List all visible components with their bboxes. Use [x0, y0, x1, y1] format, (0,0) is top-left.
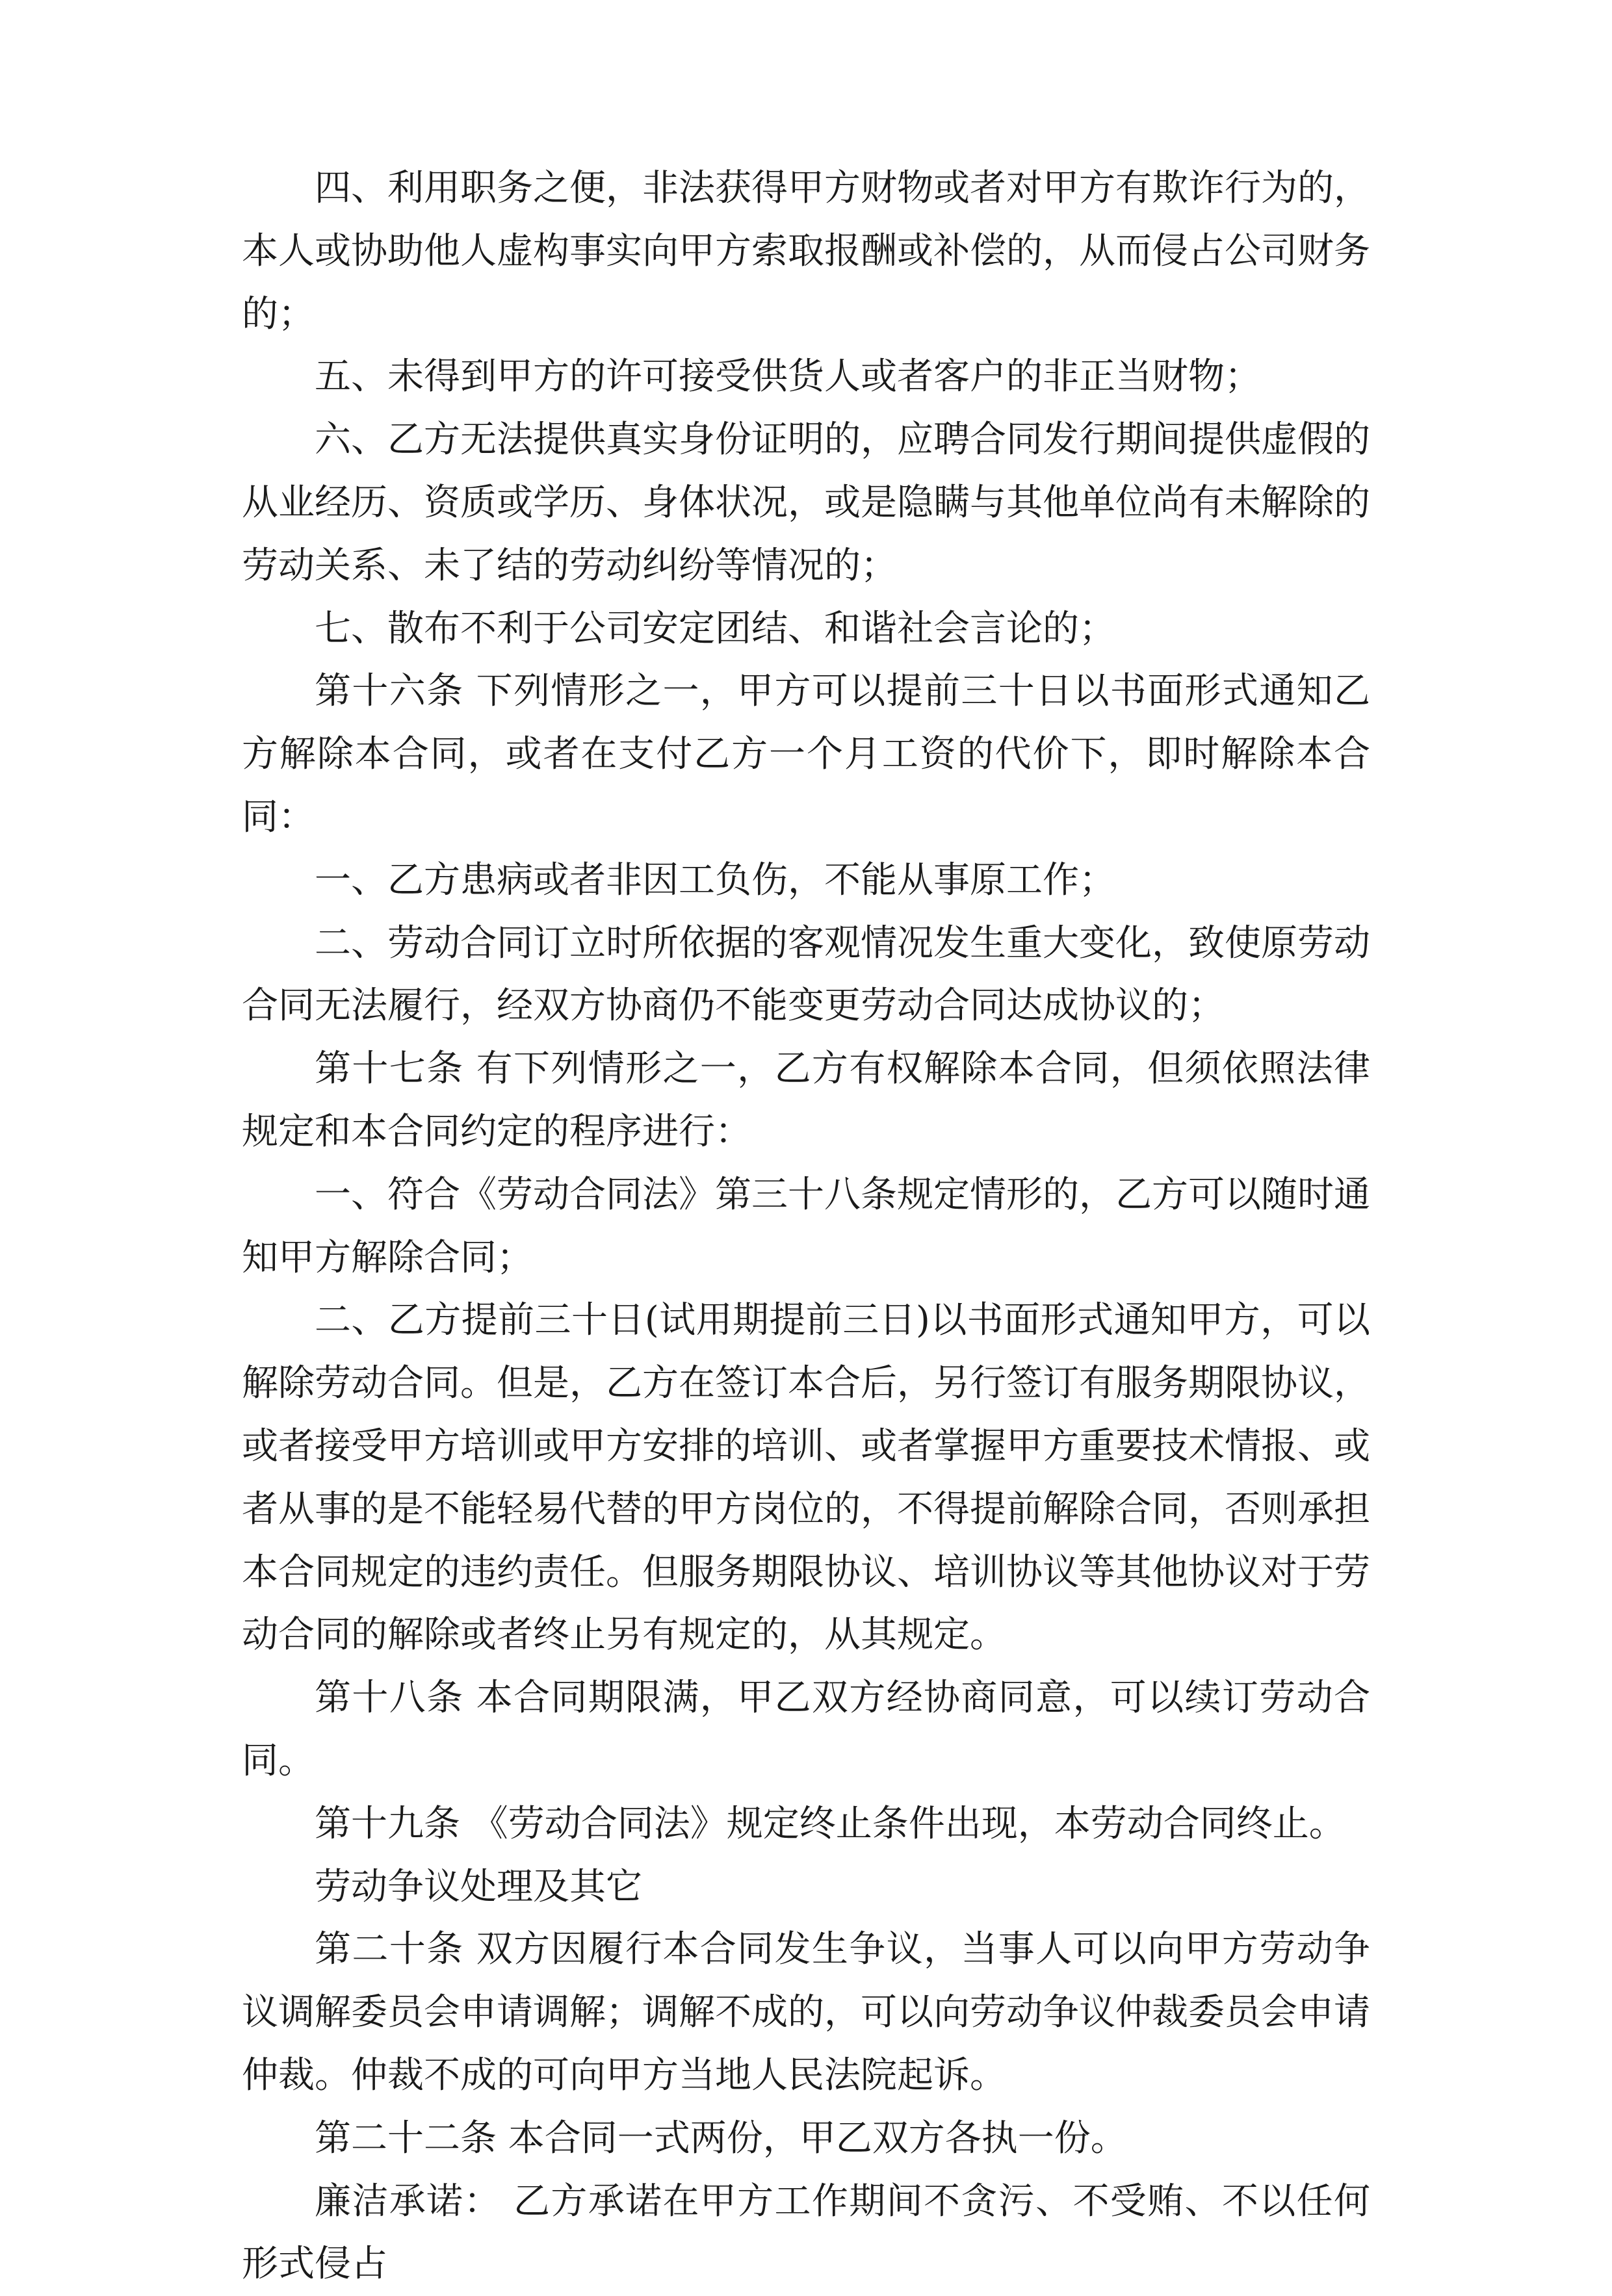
- paragraph-clause-4: 四、利用职务之便，非法获得甲方财物或者对甲方有欺诈行为的，本人或协助他人虚构事实向甲方索取报酬或补偿的，从而侵占公司财务的；: [242, 157, 1370, 346]
- paragraph-integrity-pledge: 廉洁承诺： 乙方承诺在甲方工作期间不贪污、不受贿、不以任何形式侵占: [242, 2171, 1370, 2296]
- paragraph-article-16: 第十六条 下列情形之一，甲方可以提前三十日以书面形式通知乙方解除本合同，或者在支付乙方一个月工资的代价下，即时解除本合同：: [242, 660, 1370, 849]
- paragraph-clause-5: 五、未得到甲方的许可接受供货人或者客户的非正当财物；: [242, 346, 1370, 409]
- section-heading-dispute: 劳动争议处理及其它: [242, 1856, 1370, 1919]
- paragraph-article-16-item-2: 二、劳动合同订立时所依据的客观情况发生重大变化，致使原劳动合同无法履行，经双方协商仍不能变更劳动合同达成协议的；: [242, 912, 1370, 1038]
- paragraph-article-19: 第十九条 《劳动合同法》规定终止条件出现，本劳动合同终止。: [242, 1793, 1370, 1856]
- document-body: [242, 157, 1370, 2296]
- paragraph-article-17-item-2: 二、乙方提前三十日(试用期提前三日)以书面形式通知甲方，可以解除劳动合同。但是，乙方在签订本合后，另行签订有服务期限协议，或者接受甲方培训或甲方安排的培训、或者掌握甲方重要技术情报、或者从事的是不能轻易代替的甲方岗位的，不得提前解除合同，否则承担本合同规定的违约责任。但服务期限协议、培训协议等其他协议对于劳动合同的解除或者终止另有规定的，从其规定。: [242, 1289, 1370, 1667]
- paragraph-article-18: 第十八条 本合同期限满，甲乙双方经协商同意，可以续订劳动合同。: [242, 1667, 1370, 1793]
- paragraph-clause-6: 六、乙方无法提供真实身份证明的，应聘合同发行期间提供虚假的从业经历、资质或学历、身体状况，或是隐瞒与其他单位尚有未解除的劳动关系、未了结的劳动纠纷等情况的；: [242, 409, 1370, 597]
- paragraph-article-17-item-1: 一、符合《劳动合同法》第三十八条规定情形的，乙方可以随时通知甲方解除合同；: [242, 1164, 1370, 1290]
- paragraph-article-20: 第二十条 双方因履行本合同发生争议，当事人可以向甲方劳动争议调解委员会申请调解；调解不成的，可以向劳动争议仲裁委员会申请仲裁。仲裁不成的可向甲方当地人民法院起诉。: [242, 1918, 1370, 2107]
- paragraph-article-16-item-1: 一、乙方患病或者非因工负伤，不能从事原工作；: [242, 849, 1370, 912]
- paragraph-article-17: 第十七条 有下列情形之一，乙方有权解除本合同，但须依照法律规定和本合同约定的程序进行：: [242, 1038, 1370, 1164]
- paragraph-article-22: 第二十二条 本合同一式两份，甲乙双方各执一份。: [242, 2108, 1370, 2171]
- paragraph-clause-7: 七、散布不利于公司安定团结、和谐社会言论的；: [242, 598, 1370, 661]
